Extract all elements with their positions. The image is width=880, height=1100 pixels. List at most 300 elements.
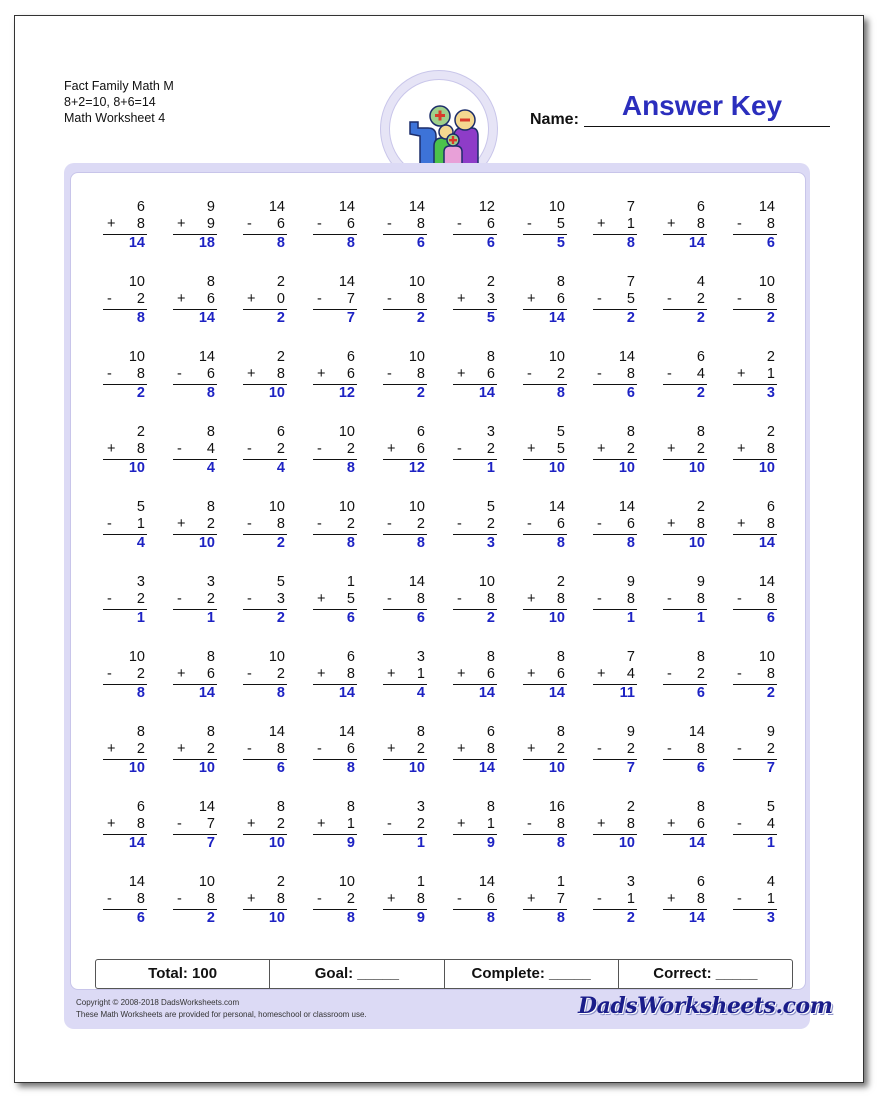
answer: 6 bbox=[766, 235, 775, 251]
problem bbox=[243, 649, 287, 702]
bottom-number: 6 bbox=[486, 366, 495, 382]
top-number: 10 bbox=[478, 574, 495, 590]
problem bbox=[523, 799, 567, 852]
answer: 12 bbox=[338, 385, 355, 401]
bottom-number: 6 bbox=[486, 891, 495, 907]
operator: + bbox=[737, 366, 746, 382]
top-number: 7 bbox=[626, 274, 635, 290]
bottom-number: 8 bbox=[136, 216, 145, 232]
top-number: 8 bbox=[696, 649, 705, 665]
bottom-number: 2 bbox=[696, 666, 705, 682]
answer: 8 bbox=[346, 535, 355, 551]
operator: + bbox=[247, 816, 256, 832]
answer: 4 bbox=[276, 460, 285, 476]
answer: 2 bbox=[416, 310, 425, 326]
operator: + bbox=[527, 666, 536, 682]
problem bbox=[593, 349, 637, 402]
problem bbox=[173, 574, 217, 627]
answer: 6 bbox=[696, 685, 705, 701]
bottom-number: 6 bbox=[696, 816, 705, 832]
answer: 8 bbox=[626, 235, 635, 251]
bottom-number: 7 bbox=[556, 891, 565, 907]
bottom-number: 2 bbox=[416, 816, 425, 832]
bottom-number: 2 bbox=[696, 291, 705, 307]
bottom-number: 2 bbox=[276, 816, 285, 832]
bottom-number: 8 bbox=[416, 291, 425, 307]
bottom-number: 2 bbox=[486, 441, 495, 457]
top-number: 10 bbox=[338, 874, 355, 890]
problem bbox=[523, 649, 567, 702]
top-number: 5 bbox=[276, 574, 285, 590]
top-number: 2 bbox=[276, 274, 285, 290]
top-number: 8 bbox=[696, 799, 705, 815]
operator: - bbox=[737, 891, 742, 907]
top-number: 6 bbox=[696, 199, 705, 215]
answer: 1 bbox=[136, 610, 145, 626]
problem bbox=[173, 874, 217, 927]
answer: 3 bbox=[486, 535, 495, 551]
top-number: 4 bbox=[766, 874, 775, 890]
answer: 2 bbox=[276, 610, 285, 626]
top-number: 14 bbox=[338, 724, 355, 740]
bottom-number: 2 bbox=[136, 291, 145, 307]
top-number: 8 bbox=[346, 799, 355, 815]
top-number: 10 bbox=[548, 349, 565, 365]
problem bbox=[733, 199, 777, 252]
problem bbox=[453, 274, 497, 327]
problem bbox=[243, 349, 287, 402]
top-number: 6 bbox=[696, 349, 705, 365]
top-number: 10 bbox=[408, 499, 425, 515]
operator: + bbox=[177, 216, 186, 232]
top-number: 10 bbox=[758, 274, 775, 290]
answer: 2 bbox=[276, 535, 285, 551]
top-number: 8 bbox=[556, 649, 565, 665]
top-number: 6 bbox=[766, 499, 775, 515]
operator: - bbox=[107, 291, 112, 307]
top-number: 6 bbox=[346, 649, 355, 665]
bottom-number: 8 bbox=[276, 741, 285, 757]
problem bbox=[733, 649, 777, 702]
operator: + bbox=[247, 366, 256, 382]
brand-logo: DadsWorksheets.com bbox=[578, 993, 833, 1019]
answer: 10 bbox=[548, 460, 565, 476]
operator: + bbox=[597, 441, 606, 457]
bottom-number: 8 bbox=[206, 891, 215, 907]
problem bbox=[383, 574, 427, 627]
operator: - bbox=[107, 891, 112, 907]
top-number: 9 bbox=[206, 199, 215, 215]
operator: - bbox=[667, 591, 672, 607]
bottom-number: 2 bbox=[626, 741, 635, 757]
operator: + bbox=[177, 516, 186, 532]
problem bbox=[523, 199, 567, 252]
answer: 14 bbox=[688, 235, 705, 251]
top-number: 3 bbox=[486, 424, 495, 440]
problem bbox=[103, 799, 147, 852]
problem bbox=[243, 799, 287, 852]
answer: 14 bbox=[128, 835, 145, 851]
bottom-number: 4 bbox=[696, 366, 705, 382]
worksheet-title bbox=[64, 78, 174, 126]
top-number: 6 bbox=[276, 424, 285, 440]
problem bbox=[593, 649, 637, 702]
answer: 10 bbox=[618, 460, 635, 476]
operator: - bbox=[247, 216, 252, 232]
usage-line: These Math Worksheets are provided for personal, homeschool or classroom use. bbox=[76, 1010, 367, 1019]
answer: 9 bbox=[486, 835, 495, 851]
bottom-number: 8 bbox=[416, 591, 425, 607]
operator: - bbox=[737, 216, 742, 232]
bottom-number: 6 bbox=[556, 291, 565, 307]
problem bbox=[173, 649, 217, 702]
top-number: 7 bbox=[626, 649, 635, 665]
problem bbox=[313, 424, 357, 477]
bottom-number: 2 bbox=[136, 591, 145, 607]
top-number: 9 bbox=[626, 574, 635, 590]
problem bbox=[453, 199, 497, 252]
problem bbox=[313, 349, 357, 402]
operator: - bbox=[247, 591, 252, 607]
bottom-number: 1 bbox=[626, 891, 635, 907]
bottom-number: 2 bbox=[486, 516, 495, 532]
top-number: 14 bbox=[268, 724, 285, 740]
operator: - bbox=[527, 516, 532, 532]
bottom-number: 8 bbox=[696, 216, 705, 232]
answer: 14 bbox=[478, 760, 495, 776]
operator: - bbox=[597, 291, 602, 307]
answer: 1 bbox=[416, 835, 425, 851]
answer: 14 bbox=[478, 385, 495, 401]
bottom-number: 1 bbox=[766, 891, 775, 907]
answer: 6 bbox=[416, 235, 425, 251]
operator: + bbox=[527, 591, 536, 607]
bottom-number: 2 bbox=[136, 666, 145, 682]
problem bbox=[593, 724, 637, 777]
operator: + bbox=[737, 441, 746, 457]
answer: 6 bbox=[416, 610, 425, 626]
problem bbox=[523, 424, 567, 477]
answer: 10 bbox=[688, 460, 705, 476]
top-number: 2 bbox=[766, 424, 775, 440]
problem bbox=[313, 724, 357, 777]
top-number: 10 bbox=[128, 649, 145, 665]
answer: 11 bbox=[619, 685, 635, 701]
answer: 14 bbox=[128, 235, 145, 251]
operator: - bbox=[737, 666, 742, 682]
problem bbox=[103, 574, 147, 627]
operator: - bbox=[667, 291, 672, 307]
title-line-1: Fact Family Math M bbox=[64, 79, 174, 93]
top-number: 5 bbox=[136, 499, 145, 515]
operator: - bbox=[457, 516, 462, 532]
answer: 6 bbox=[696, 760, 705, 776]
answer: 8 bbox=[556, 910, 565, 926]
problem bbox=[243, 274, 287, 327]
top-number: 10 bbox=[548, 199, 565, 215]
copyright-notice bbox=[76, 997, 367, 1021]
operator: - bbox=[177, 891, 182, 907]
operator: - bbox=[317, 441, 322, 457]
operator: - bbox=[737, 591, 742, 607]
problem bbox=[453, 349, 497, 402]
copyright-line: Copyright © 2008-2018 DadsWorksheets.com bbox=[76, 998, 240, 1007]
problem bbox=[523, 574, 567, 627]
top-number: 2 bbox=[276, 874, 285, 890]
operator: + bbox=[387, 666, 396, 682]
answer-key-heading: Answer Key bbox=[621, 90, 783, 121]
answer: 3 bbox=[766, 910, 775, 926]
answer: 10 bbox=[548, 610, 565, 626]
bottom-number: 2 bbox=[206, 741, 215, 757]
problem bbox=[523, 499, 567, 552]
bottom-number: 8 bbox=[626, 816, 635, 832]
problem bbox=[243, 199, 287, 252]
answer: 2 bbox=[626, 910, 635, 926]
problem bbox=[593, 424, 637, 477]
operator: - bbox=[597, 891, 602, 907]
problem bbox=[173, 799, 217, 852]
top-number: 8 bbox=[696, 424, 705, 440]
operator: + bbox=[667, 816, 676, 832]
answer: 10 bbox=[128, 460, 145, 476]
operator: + bbox=[317, 591, 326, 607]
bottom-number: 6 bbox=[626, 516, 635, 532]
title-line-2: 8+2=10, 8+6=14 bbox=[64, 95, 156, 109]
answer: 2 bbox=[206, 910, 215, 926]
problem bbox=[313, 874, 357, 927]
operator: + bbox=[107, 216, 116, 232]
bottom-number: 1 bbox=[626, 216, 635, 232]
bottom-number: 2 bbox=[346, 891, 355, 907]
top-number: 3 bbox=[416, 799, 425, 815]
top-number: 14 bbox=[338, 274, 355, 290]
bottom-number: 1 bbox=[486, 816, 495, 832]
answer: 8 bbox=[276, 235, 285, 251]
problem-frame bbox=[64, 163, 833, 1029]
operator: - bbox=[317, 891, 322, 907]
problem bbox=[733, 874, 777, 927]
bottom-number: 4 bbox=[766, 816, 775, 832]
problem bbox=[663, 799, 707, 852]
top-number: 6 bbox=[136, 799, 145, 815]
operator: - bbox=[597, 366, 602, 382]
top-number: 5 bbox=[556, 424, 565, 440]
bottom-number: 2 bbox=[276, 441, 285, 457]
operator: + bbox=[527, 891, 536, 907]
answer: 2 bbox=[626, 310, 635, 326]
answer: 8 bbox=[626, 535, 635, 551]
bottom-number: 2 bbox=[556, 366, 565, 382]
top-number: 8 bbox=[486, 649, 495, 665]
answer: 2 bbox=[766, 685, 775, 701]
bottom-number: 3 bbox=[276, 591, 285, 607]
answer: 4 bbox=[206, 460, 215, 476]
bottom-number: 8 bbox=[136, 816, 145, 832]
top-number: 2 bbox=[626, 799, 635, 815]
top-number: 14 bbox=[618, 499, 635, 515]
top-number: 8 bbox=[206, 724, 215, 740]
problem bbox=[733, 424, 777, 477]
bottom-number: 8 bbox=[766, 516, 775, 532]
operator: + bbox=[177, 291, 186, 307]
bottom-number: 2 bbox=[696, 441, 705, 457]
title-line-3: Math Worksheet 4 bbox=[64, 111, 166, 125]
bottom-number: 8 bbox=[556, 591, 565, 607]
bottom-number: 6 bbox=[276, 216, 285, 232]
top-number: 10 bbox=[338, 499, 355, 515]
answer: 6 bbox=[136, 910, 145, 926]
answer: 8 bbox=[486, 910, 495, 926]
answer: 10 bbox=[408, 760, 425, 776]
operator: - bbox=[667, 366, 672, 382]
bottom-number: 8 bbox=[276, 516, 285, 532]
operator: - bbox=[177, 591, 182, 607]
operator: - bbox=[527, 216, 532, 232]
bottom-number: 6 bbox=[556, 666, 565, 682]
problem bbox=[663, 574, 707, 627]
operator: + bbox=[597, 216, 606, 232]
bottom-number: 5 bbox=[556, 441, 565, 457]
problem bbox=[173, 199, 217, 252]
problem bbox=[313, 649, 357, 702]
operator: + bbox=[177, 666, 186, 682]
top-number: 3 bbox=[136, 574, 145, 590]
bottom-number: 6 bbox=[556, 516, 565, 532]
bottom-number: 6 bbox=[416, 441, 425, 457]
top-number: 14 bbox=[478, 874, 495, 890]
operator: + bbox=[317, 366, 326, 382]
operator: + bbox=[737, 516, 746, 532]
problem bbox=[383, 874, 427, 927]
operator: - bbox=[317, 741, 322, 757]
operator: - bbox=[387, 291, 392, 307]
problem bbox=[243, 499, 287, 552]
answer: 8 bbox=[556, 535, 565, 551]
answer: 7 bbox=[766, 760, 775, 776]
bottom-number: 5 bbox=[626, 291, 635, 307]
answer: 8 bbox=[136, 310, 145, 326]
top-number: 6 bbox=[416, 424, 425, 440]
bottom-number: 8 bbox=[626, 591, 635, 607]
top-number: 6 bbox=[696, 874, 705, 890]
bottom-number: 9 bbox=[206, 216, 215, 232]
operator: + bbox=[597, 816, 606, 832]
operator: - bbox=[177, 441, 182, 457]
problem bbox=[733, 574, 777, 627]
top-number: 6 bbox=[136, 199, 145, 215]
problem bbox=[383, 424, 427, 477]
problem bbox=[523, 724, 567, 777]
operator: - bbox=[667, 741, 672, 757]
operator: + bbox=[107, 816, 116, 832]
bottom-number: 1 bbox=[416, 666, 425, 682]
bottom-number: 5 bbox=[556, 216, 565, 232]
problem bbox=[663, 499, 707, 552]
bottom-number: 7 bbox=[346, 291, 355, 307]
answer: 1 bbox=[696, 610, 705, 626]
answer: 2 bbox=[276, 310, 285, 326]
top-number: 5 bbox=[486, 499, 495, 515]
answer: 10 bbox=[268, 835, 285, 851]
bottom-number: 6 bbox=[206, 291, 215, 307]
answer: 1 bbox=[626, 610, 635, 626]
answer: 8 bbox=[346, 760, 355, 776]
top-number: 4 bbox=[696, 274, 705, 290]
problem bbox=[453, 574, 497, 627]
operator: - bbox=[387, 366, 392, 382]
bottom-number: 8 bbox=[626, 366, 635, 382]
answer: 9 bbox=[346, 835, 355, 851]
answer: 4 bbox=[416, 685, 425, 701]
answer: 14 bbox=[198, 310, 215, 326]
top-number: 8 bbox=[206, 274, 215, 290]
problem bbox=[383, 724, 427, 777]
operator: - bbox=[457, 891, 462, 907]
problem bbox=[383, 649, 427, 702]
problem bbox=[383, 274, 427, 327]
bottom-number: 0 bbox=[276, 291, 285, 307]
problem bbox=[173, 724, 217, 777]
operator: + bbox=[457, 666, 466, 682]
operator: + bbox=[457, 291, 466, 307]
operator: - bbox=[177, 816, 182, 832]
problem bbox=[663, 724, 707, 777]
answer: 14 bbox=[478, 685, 495, 701]
problem bbox=[663, 199, 707, 252]
answer: 5 bbox=[486, 310, 495, 326]
answer: 6 bbox=[276, 760, 285, 776]
bottom-number: 8 bbox=[346, 666, 355, 682]
problem bbox=[103, 199, 147, 252]
top-number: 14 bbox=[198, 799, 215, 815]
top-number: 9 bbox=[696, 574, 705, 590]
operator: - bbox=[107, 516, 112, 532]
score-bar bbox=[95, 959, 793, 989]
answer: 10 bbox=[128, 760, 145, 776]
bottom-number: 8 bbox=[136, 891, 145, 907]
bottom-number: 8 bbox=[766, 441, 775, 457]
top-number: 10 bbox=[268, 649, 285, 665]
operator: + bbox=[247, 291, 256, 307]
operator: - bbox=[177, 366, 182, 382]
problem bbox=[103, 874, 147, 927]
bottom-number: 8 bbox=[276, 366, 285, 382]
operator: - bbox=[107, 366, 112, 382]
problem bbox=[243, 724, 287, 777]
answer: 6 bbox=[486, 235, 495, 251]
operator: - bbox=[247, 441, 252, 457]
operator: - bbox=[107, 591, 112, 607]
answer: 1 bbox=[206, 610, 215, 626]
problem bbox=[243, 424, 287, 477]
top-number: 3 bbox=[626, 874, 635, 890]
answer: 10 bbox=[758, 460, 775, 476]
top-number: 10 bbox=[128, 274, 145, 290]
answer: 10 bbox=[198, 535, 215, 551]
bottom-number: 2 bbox=[136, 741, 145, 757]
bottom-number: 4 bbox=[626, 666, 635, 682]
answer: 14 bbox=[758, 535, 775, 551]
operator: + bbox=[107, 741, 116, 757]
top-number: 2 bbox=[696, 499, 705, 515]
top-number: 14 bbox=[618, 349, 635, 365]
bottom-number: 6 bbox=[486, 216, 495, 232]
bottom-number: 2 bbox=[556, 741, 565, 757]
answer: 10 bbox=[618, 835, 635, 851]
bottom-number: 8 bbox=[766, 216, 775, 232]
answer: 8 bbox=[556, 835, 565, 851]
